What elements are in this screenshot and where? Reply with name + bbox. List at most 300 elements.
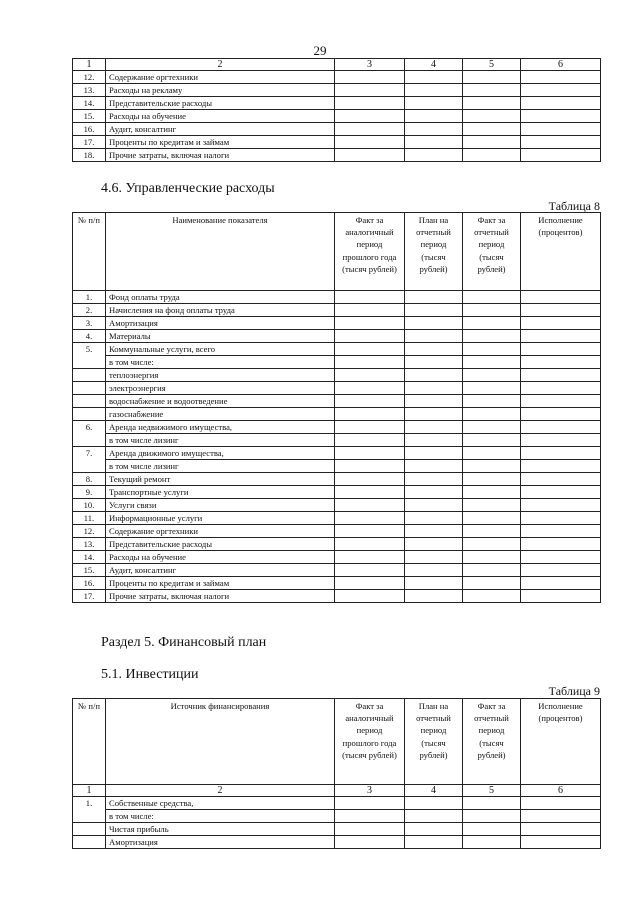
row-name: [106, 447, 335, 460]
value-cell: [335, 343, 405, 356]
table-row: [73, 408, 601, 421]
table-row: [73, 538, 601, 551]
row-name: [106, 84, 335, 97]
row-name: [106, 136, 335, 149]
table-row: [73, 797, 601, 810]
value-cell: [335, 564, 405, 577]
row-name: [106, 499, 335, 512]
value-cell: [405, 836, 463, 849]
value-cell: [405, 499, 463, 512]
row-number: 8.: [73, 473, 106, 486]
table-header-row: [73, 699, 601, 785]
table-9: [72, 698, 601, 849]
row-number: [73, 836, 106, 849]
row-name: [106, 551, 335, 564]
row-name: [106, 369, 335, 382]
table-row-continuation: [73, 434, 601, 447]
row-number: 7.: [73, 447, 106, 473]
header-name: Источник финансирования: [106, 699, 335, 785]
row-number: 4.: [73, 330, 106, 343]
table-row: [73, 382, 601, 395]
value-cell: [463, 317, 521, 330]
value-cell: [405, 123, 463, 136]
value-cell: [463, 590, 521, 603]
row-number: 12.: [73, 71, 106, 84]
row-name: [106, 408, 335, 421]
table-row: [73, 486, 601, 499]
table-row: [73, 551, 601, 564]
value-cell: [405, 84, 463, 97]
row-name: [106, 797, 335, 810]
col-number: 3: [335, 785, 405, 797]
value-cell: [463, 486, 521, 499]
table-9-caption: Таблица 9: [548, 684, 600, 698]
row-number: 9.: [73, 486, 106, 499]
row-number: 17.: [73, 590, 106, 603]
row-name-text: Расходы на обучение: [109, 552, 186, 562]
row-number: [73, 382, 106, 395]
row-number: [73, 369, 106, 382]
value-cell: [521, 551, 601, 564]
value-cell: [335, 382, 405, 395]
row-name-text: Содержание оргтехники: [109, 72, 199, 82]
value-cell: [405, 408, 463, 421]
row-name: [106, 836, 335, 849]
value-cell: [521, 797, 601, 810]
table-7-continuation: [72, 58, 601, 162]
value-cell: [463, 304, 521, 317]
table-row: [73, 71, 601, 84]
table-row: [73, 110, 601, 123]
value-cell: [521, 447, 601, 460]
header-fact-report: Факт за отчетный период (тысяч рублей): [463, 213, 521, 291]
value-cell: [463, 84, 521, 97]
value-cell: [521, 395, 601, 408]
table-row: [73, 136, 601, 149]
value-cell: [405, 97, 463, 110]
row-name-text: Амортизация: [109, 837, 158, 847]
header-plan: План на отчетный период (тысяч рублей): [405, 699, 463, 785]
col-number: 5: [463, 59, 521, 71]
row-number: 1.: [73, 291, 106, 304]
row-name-text: Проценты по кредитам и займам: [109, 137, 230, 147]
value-cell: [521, 110, 601, 123]
value-cell: [335, 71, 405, 84]
value-cell: [463, 421, 521, 434]
value-cell: [405, 421, 463, 434]
row-number: 14.: [73, 97, 106, 110]
value-cell: [335, 304, 405, 317]
row-name-text: Транспортные услуги: [109, 487, 189, 497]
value-cell: [335, 525, 405, 538]
value-cell: [405, 538, 463, 551]
row-name-text: газоснабжение: [109, 409, 164, 419]
row-name-text: Собственные средства,: [109, 798, 194, 808]
value-cell: [463, 538, 521, 551]
value-cell: [463, 836, 521, 849]
row-subtext: в том числе:: [106, 356, 335, 369]
value-cell: [521, 499, 601, 512]
value-cell: [521, 343, 601, 356]
value-cell: [521, 460, 601, 473]
col-number: 6: [521, 59, 601, 71]
row-name: [106, 577, 335, 590]
value-cell: [521, 356, 601, 369]
header-num: № п/п: [73, 213, 106, 291]
value-cell: [463, 473, 521, 486]
value-cell: [463, 123, 521, 136]
row-name: [106, 123, 335, 136]
row-name: [106, 512, 335, 525]
value-cell: [521, 486, 601, 499]
value-cell: [335, 110, 405, 123]
table-row: [73, 577, 601, 590]
value-cell: [521, 304, 601, 317]
col-number: 1: [73, 785, 106, 797]
table-row: [73, 97, 601, 110]
value-cell: [335, 84, 405, 97]
header-plan: План на отчетный период (тысяч рублей): [405, 213, 463, 291]
table-row: [73, 149, 601, 162]
table-row: [73, 304, 601, 317]
value-cell: [335, 538, 405, 551]
row-name-text: Проценты по кредитам и займам: [109, 578, 230, 588]
column-numbers-row: [73, 59, 601, 71]
value-cell: [521, 71, 601, 84]
table-row: [73, 291, 601, 304]
value-cell: [405, 71, 463, 84]
col-number: 4: [405, 59, 463, 71]
table-row: [73, 473, 601, 486]
header-execution: Исполнение (процентов): [521, 213, 601, 291]
table-row: [73, 836, 601, 849]
section-heading-5: Раздел 5. Финансовый план: [101, 635, 267, 650]
row-number: 14.: [73, 551, 106, 564]
section-heading-4-6: 4.6. Управленческие расходы: [101, 181, 275, 196]
value-cell: [335, 836, 405, 849]
value-cell: [405, 317, 463, 330]
table-row: [73, 447, 601, 460]
value-cell: [405, 577, 463, 590]
row-number: 18.: [73, 149, 106, 162]
value-cell: [463, 71, 521, 84]
page-number: 29: [313, 43, 327, 58]
row-name-text: Аудит, консалтинг: [109, 124, 177, 134]
row-name: [106, 823, 335, 836]
row-name-text: Услуги связи: [109, 500, 157, 510]
table-row: [73, 590, 601, 603]
row-subtext: в том числе лизинг: [106, 434, 335, 447]
value-cell: [521, 434, 601, 447]
table-row: [73, 421, 601, 434]
row-name: [106, 538, 335, 551]
value-cell: [463, 110, 521, 123]
value-cell: [463, 499, 521, 512]
value-cell: [335, 97, 405, 110]
value-cell: [405, 395, 463, 408]
row-name-text: Представительские расходы: [109, 539, 213, 549]
value-cell: [405, 525, 463, 538]
value-cell: [463, 330, 521, 343]
row-name-text: Начисления на фонд оплаты труда: [109, 305, 235, 315]
table-row: [73, 499, 601, 512]
value-cell: [521, 408, 601, 421]
col-number: 4: [405, 785, 463, 797]
row-name-text: Расходы на обучение: [109, 111, 186, 121]
table-row: [73, 369, 601, 382]
value-cell: [521, 538, 601, 551]
row-name: [106, 71, 335, 84]
row-name-text: Расходы на рекламу: [109, 85, 183, 95]
row-name: [106, 473, 335, 486]
row-name-text: Прочие затраты, включая налоги: [109, 591, 230, 601]
value-cell: [335, 577, 405, 590]
table-row: [73, 564, 601, 577]
value-cell: [405, 590, 463, 603]
col-number: 5: [463, 785, 521, 797]
row-name: [106, 304, 335, 317]
value-cell: [463, 434, 521, 447]
row-number: 2.: [73, 304, 106, 317]
row-name: [106, 421, 335, 434]
row-number: [73, 408, 106, 421]
row-number: 16.: [73, 577, 106, 590]
value-cell: [463, 395, 521, 408]
table-row: [73, 84, 601, 97]
value-cell: [405, 304, 463, 317]
value-cell: [335, 291, 405, 304]
col-number: 1: [73, 59, 106, 71]
value-cell: [521, 525, 601, 538]
value-cell: [335, 149, 405, 162]
value-cell: [463, 577, 521, 590]
value-cell: [335, 499, 405, 512]
header-fact-prev: Факт за аналогичный период прошлого года (тысяч рублей): [335, 699, 405, 785]
row-number: 6.: [73, 421, 106, 447]
value-cell: [335, 473, 405, 486]
value-cell: [405, 810, 463, 823]
row-number: 1.: [73, 797, 106, 823]
value-cell: [405, 460, 463, 473]
value-cell: [335, 810, 405, 823]
value-cell: [335, 512, 405, 525]
row-number: 3.: [73, 317, 106, 330]
value-cell: [335, 369, 405, 382]
value-cell: [405, 136, 463, 149]
value-cell: [521, 810, 601, 823]
value-cell: [463, 823, 521, 836]
value-cell: [335, 590, 405, 603]
table-8-caption: Таблица 8: [548, 199, 600, 213]
value-cell: [463, 810, 521, 823]
column-numbers-row: [73, 785, 601, 797]
row-name: [106, 395, 335, 408]
value-cell: [335, 551, 405, 564]
value-cell: [463, 382, 521, 395]
table-row-continuation: [73, 356, 601, 369]
row-name-text: Чистая прибыль: [109, 824, 169, 834]
value-cell: [521, 291, 601, 304]
value-cell: [521, 317, 601, 330]
section-heading-5-1: 5.1. Инвестиции: [101, 667, 199, 682]
value-cell: [405, 486, 463, 499]
row-name-text: теплоэнергия: [109, 370, 159, 380]
row-name: [106, 97, 335, 110]
value-cell: [463, 97, 521, 110]
table-row: [73, 343, 601, 356]
value-cell: [463, 343, 521, 356]
value-cell: [463, 447, 521, 460]
value-cell: [405, 382, 463, 395]
value-cell: [335, 356, 405, 369]
value-cell: [521, 577, 601, 590]
row-name-text: водоснабжение и водоотведение: [109, 396, 228, 406]
value-cell: [405, 330, 463, 343]
value-cell: [521, 149, 601, 162]
value-cell: [521, 421, 601, 434]
value-cell: [463, 797, 521, 810]
table-row: [73, 525, 601, 538]
row-name: [106, 564, 335, 577]
value-cell: [335, 823, 405, 836]
value-cell: [521, 823, 601, 836]
col-number: 2: [106, 785, 335, 797]
value-cell: [335, 408, 405, 421]
value-cell: [521, 512, 601, 525]
row-name: [106, 590, 335, 603]
row-number: 11.: [73, 512, 106, 525]
value-cell: [335, 123, 405, 136]
row-name: [106, 291, 335, 304]
value-cell: [335, 395, 405, 408]
row-name: [106, 317, 335, 330]
value-cell: [463, 136, 521, 149]
table-row: [73, 317, 601, 330]
value-cell: [521, 382, 601, 395]
row-number: 12.: [73, 525, 106, 538]
header-num: № п/п: [73, 699, 106, 785]
value-cell: [335, 330, 405, 343]
row-name-text: Амортизация: [109, 318, 158, 328]
table-8: [72, 212, 601, 603]
value-cell: [521, 84, 601, 97]
row-number: 17.: [73, 136, 106, 149]
value-cell: [463, 551, 521, 564]
value-cell: [463, 525, 521, 538]
value-cell: [405, 343, 463, 356]
value-cell: [405, 434, 463, 447]
value-cell: [335, 434, 405, 447]
row-name: [106, 343, 335, 356]
value-cell: [335, 486, 405, 499]
table-row-continuation: [73, 460, 601, 473]
row-number: [73, 823, 106, 836]
row-name-text: Информационные услуги: [109, 513, 203, 523]
value-cell: [405, 149, 463, 162]
row-name-text: Материалы: [109, 331, 151, 341]
value-cell: [405, 369, 463, 382]
row-subtext: в том числе лизинг: [106, 460, 335, 473]
row-name: [106, 330, 335, 343]
value-cell: [335, 317, 405, 330]
header-fact-report: Факт за отчетный период (тысяч рублей): [463, 699, 521, 785]
row-number: 15.: [73, 564, 106, 577]
row-name: [106, 486, 335, 499]
row-name-text: Аренда движимого имущества,: [109, 448, 224, 458]
row-number: 13.: [73, 84, 106, 97]
value-cell: [405, 110, 463, 123]
value-cell: [405, 797, 463, 810]
value-cell: [405, 564, 463, 577]
value-cell: [463, 512, 521, 525]
header-fact-prev: Факт за аналогичный период прошлого года (тысяч рублей): [335, 213, 405, 291]
table-row: [73, 512, 601, 525]
row-name-text: Аренда недвижимого имущества,: [109, 422, 233, 432]
header-execution: Исполнение (процентов): [521, 699, 601, 785]
row-number: 13.: [73, 538, 106, 551]
row-subtext: в том числе:: [106, 810, 335, 823]
row-name-text: Представительские расходы: [109, 98, 213, 108]
row-number: 16.: [73, 123, 106, 136]
row-name-text: Текущий ремонт: [109, 474, 171, 484]
value-cell: [405, 291, 463, 304]
value-cell: [405, 512, 463, 525]
value-cell: [521, 590, 601, 603]
value-cell: [335, 421, 405, 434]
value-cell: [521, 369, 601, 382]
row-name-text: Фонд оплаты труда: [109, 292, 180, 302]
row-name-text: Аудит, консалтинг: [109, 565, 177, 575]
value-cell: [335, 797, 405, 810]
header-name: Наименование показателя: [106, 213, 335, 291]
row-name-text: электроэнергия: [109, 383, 166, 393]
value-cell: [521, 123, 601, 136]
table-header-row: [73, 213, 601, 291]
value-cell: [463, 408, 521, 421]
row-number: 15.: [73, 110, 106, 123]
col-number: 2: [106, 59, 335, 71]
value-cell: [405, 447, 463, 460]
row-name-text: Коммунальные услуги, всего: [109, 344, 216, 354]
table-row: [73, 823, 601, 836]
table-row: [73, 123, 601, 136]
value-cell: [405, 356, 463, 369]
table-row: [73, 330, 601, 343]
value-cell: [521, 330, 601, 343]
value-cell: [521, 836, 601, 849]
value-cell: [405, 473, 463, 486]
col-number: 3: [335, 59, 405, 71]
value-cell: [335, 460, 405, 473]
value-cell: [463, 564, 521, 577]
row-name: [106, 382, 335, 395]
value-cell: [521, 97, 601, 110]
value-cell: [335, 447, 405, 460]
table-row: [73, 395, 601, 408]
row-number: 10.: [73, 499, 106, 512]
row-name: [106, 110, 335, 123]
value-cell: [335, 136, 405, 149]
row-name-text: Прочие затраты, включая налоги: [109, 150, 230, 160]
row-number: 5.: [73, 343, 106, 369]
row-name-text: Содержание оргтехники: [109, 526, 199, 536]
value-cell: [463, 149, 521, 162]
value-cell: [521, 136, 601, 149]
table-row-continuation: [73, 810, 601, 823]
value-cell: [463, 291, 521, 304]
value-cell: [405, 551, 463, 564]
value-cell: [463, 460, 521, 473]
